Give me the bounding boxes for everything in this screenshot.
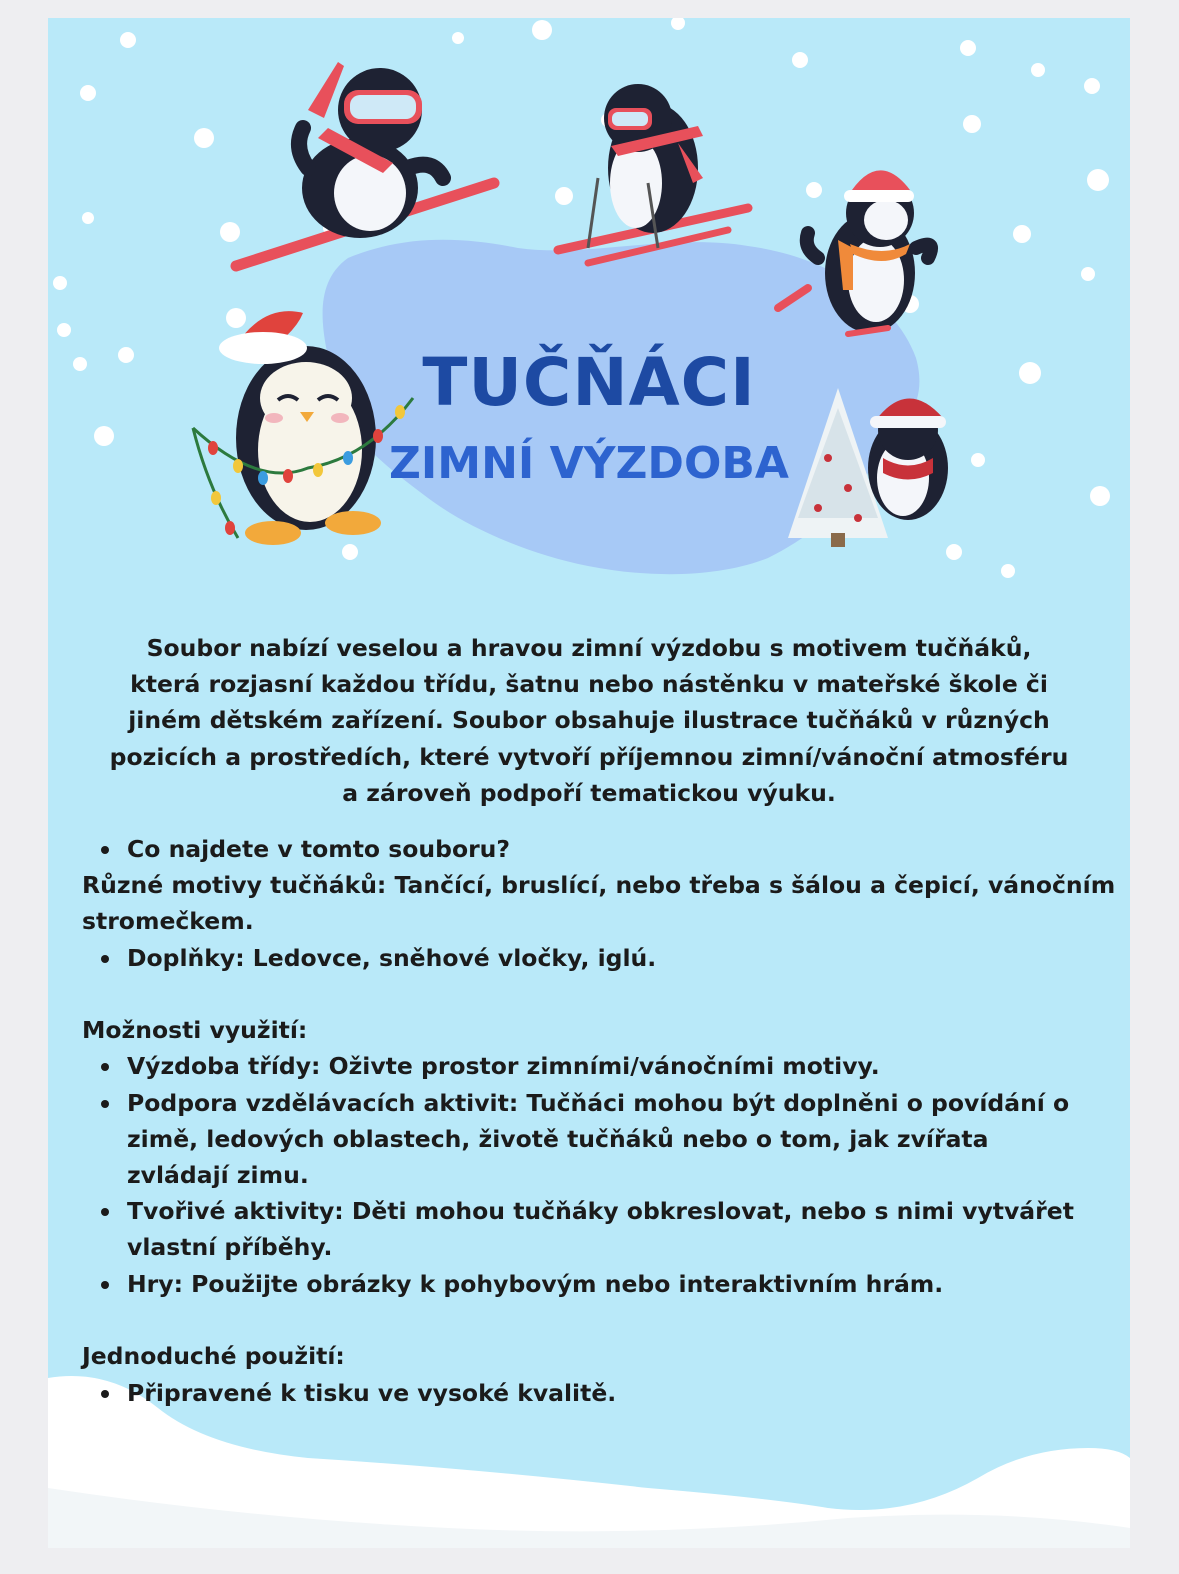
header-illustration [48,18,1130,618]
page-title: TUČŇÁCI [422,344,756,421]
document-page [48,18,1130,1548]
list-item: Výzdoba třídy: Oživte prostor zimními/vánočními motivy. [127,1048,880,1084]
motifs-line: Různé motivy tučňáků: Tančící, bruslící, nebo třeba s šálou a čepicí, vánočním [82,871,1116,899]
page-subtitle: ZIMNÍ VÝZDOBA [389,438,789,489]
snowboard-penguin-icon [236,62,494,266]
simple-heading: Jednoduché použití: [82,1342,345,1370]
uses-heading: Možnosti využití: [82,1016,308,1044]
list-item: Připravené k tisku ve vysoké kvalitě. [127,1375,616,1411]
ski-penguin-icon [558,84,748,263]
list-item: Tvořivé aktivity: Děti mohou tučňáky obkreslovat, nebo s nimi vytvářet vlastní příběhy. [127,1193,1087,1265]
motifs-line-continued: stromečkem. [82,907,254,935]
list-item: Co najdete v tomto souboru? [127,831,510,867]
intro-paragraph: Soubor nabízí veselou a hravou zimní výzdobu s motivem tučňáků, která rozjasní každou třídu, šatnu nebo nástěnku v mateřské škole či jiném dětském zařízení. Soubor obsahuje ilustrace tučňáků v různých pozicích a prostředích, které vytvoří příjemnou zimní/vánoční atmosféru a zároveň podpoří tematickou výuku. [109,634,1069,807]
list-item: Doplňky: Ledovce, sněhové vločky, iglú. [127,940,656,976]
list-item: Hry: Použijte obrázky k pohybovým nebo interaktivním hrám. [127,1266,943,1302]
list-item: Podpora vzdělávacích aktivit: Tučňáci mohou být doplněni o povídání o zimě, ledových oblastech, životě tučňáků nebo o tom, jak zvířata zvládají zimu. [127,1085,1087,1194]
